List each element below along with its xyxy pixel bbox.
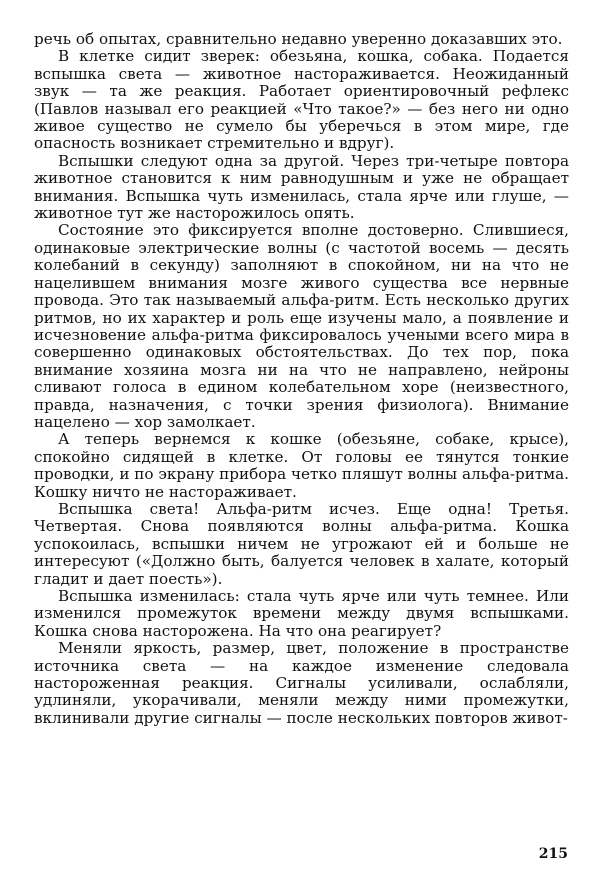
page-number: 215 [538, 846, 568, 862]
paragraph: Вспышка света! Альфа-ритм исчез. Еще одна! Третья. Четвертая. Снова появляются волны альфа-ритма. Кошка успокоилась, вспышки ничем не угрожают ей и больше не интересуют («Должно быть, балуется человек в халате, который гладит и дает поесть»). [34, 499, 569, 588]
page-text [34, 31, 569, 727]
paragraph: В клетке сидит зверек: обезьяна, кошка, собака. Подается вспышка света — животное настораживается. Неожиданный звук — та же реакция. Работает ориентировочный рефлекс (Павлов называл его реакцией «Что такое?» — без него ни одно живое существо не сумело бы уберечься в этом мире, где опасность возникает стремительно и вдруг). [34, 47, 569, 153]
paragraph-continuation: речь об опытах, сравнительно недавно уверенно доказавших это. [34, 30, 563, 48]
paragraph: Вспышка изменилась: стала чуть ярче или чуть темнее. Или изменился промежуток времени между двумя вспышками. Кошка снова насторожена. На что она реагирует? [34, 587, 569, 640]
paragraph: Меняли яркость, размер, цвет, положение в пространстве источника света — на каждое изменение следовала настороженная реакция. Сигналы усиливали, ослабляли, удлиняли, укорачивали, меняли между ними промежутки, вклинивали другие сигналы — после нескольких повторов живот- [34, 639, 569, 727]
paragraph: А теперь вернемся к кошке (обезьяне, собаке, крысе), спокойно сидящей в клетке. От головы ее тянутся тонкие проводки, и по экрану прибора четко пляшут волны альфа-ритма. Кошку ничто не настораживает. [34, 430, 569, 501]
paragraph: Вспышки следуют одна за другой. Через три-четыре повтора животное становится к ним равнодушным и уже не обращает внимания. Вспышка чуть изменилась, стала ярче или глуше, — животное тут же насторожилось опять. [34, 151, 569, 223]
paragraph: Состояние это фиксируется вполне достоверно. Слившиеся, одинаковые электрические волны (с частотой восемь — десять колебаний в секунду) заполняют в спокойном, ни на что не нацелившем внимания мозге живого существа все нервные провода. Это так называемый альфа-ритм. Есть несколько других ритмов, но их характер и роль еще изучены мало, а появление и исчезновение альфа-ритма фиксировалось учеными всего мира в совершенно одинаковых обстоятельствах. До тех пор, пока внимание хозяина мозга ни на что не направлено, нейроны сливают голоса в едином колебательном хоре (неизвестного, правда, назначения, с точки зрения физиолога). Внимание нацелено — хор замолкает. [34, 221, 569, 431]
